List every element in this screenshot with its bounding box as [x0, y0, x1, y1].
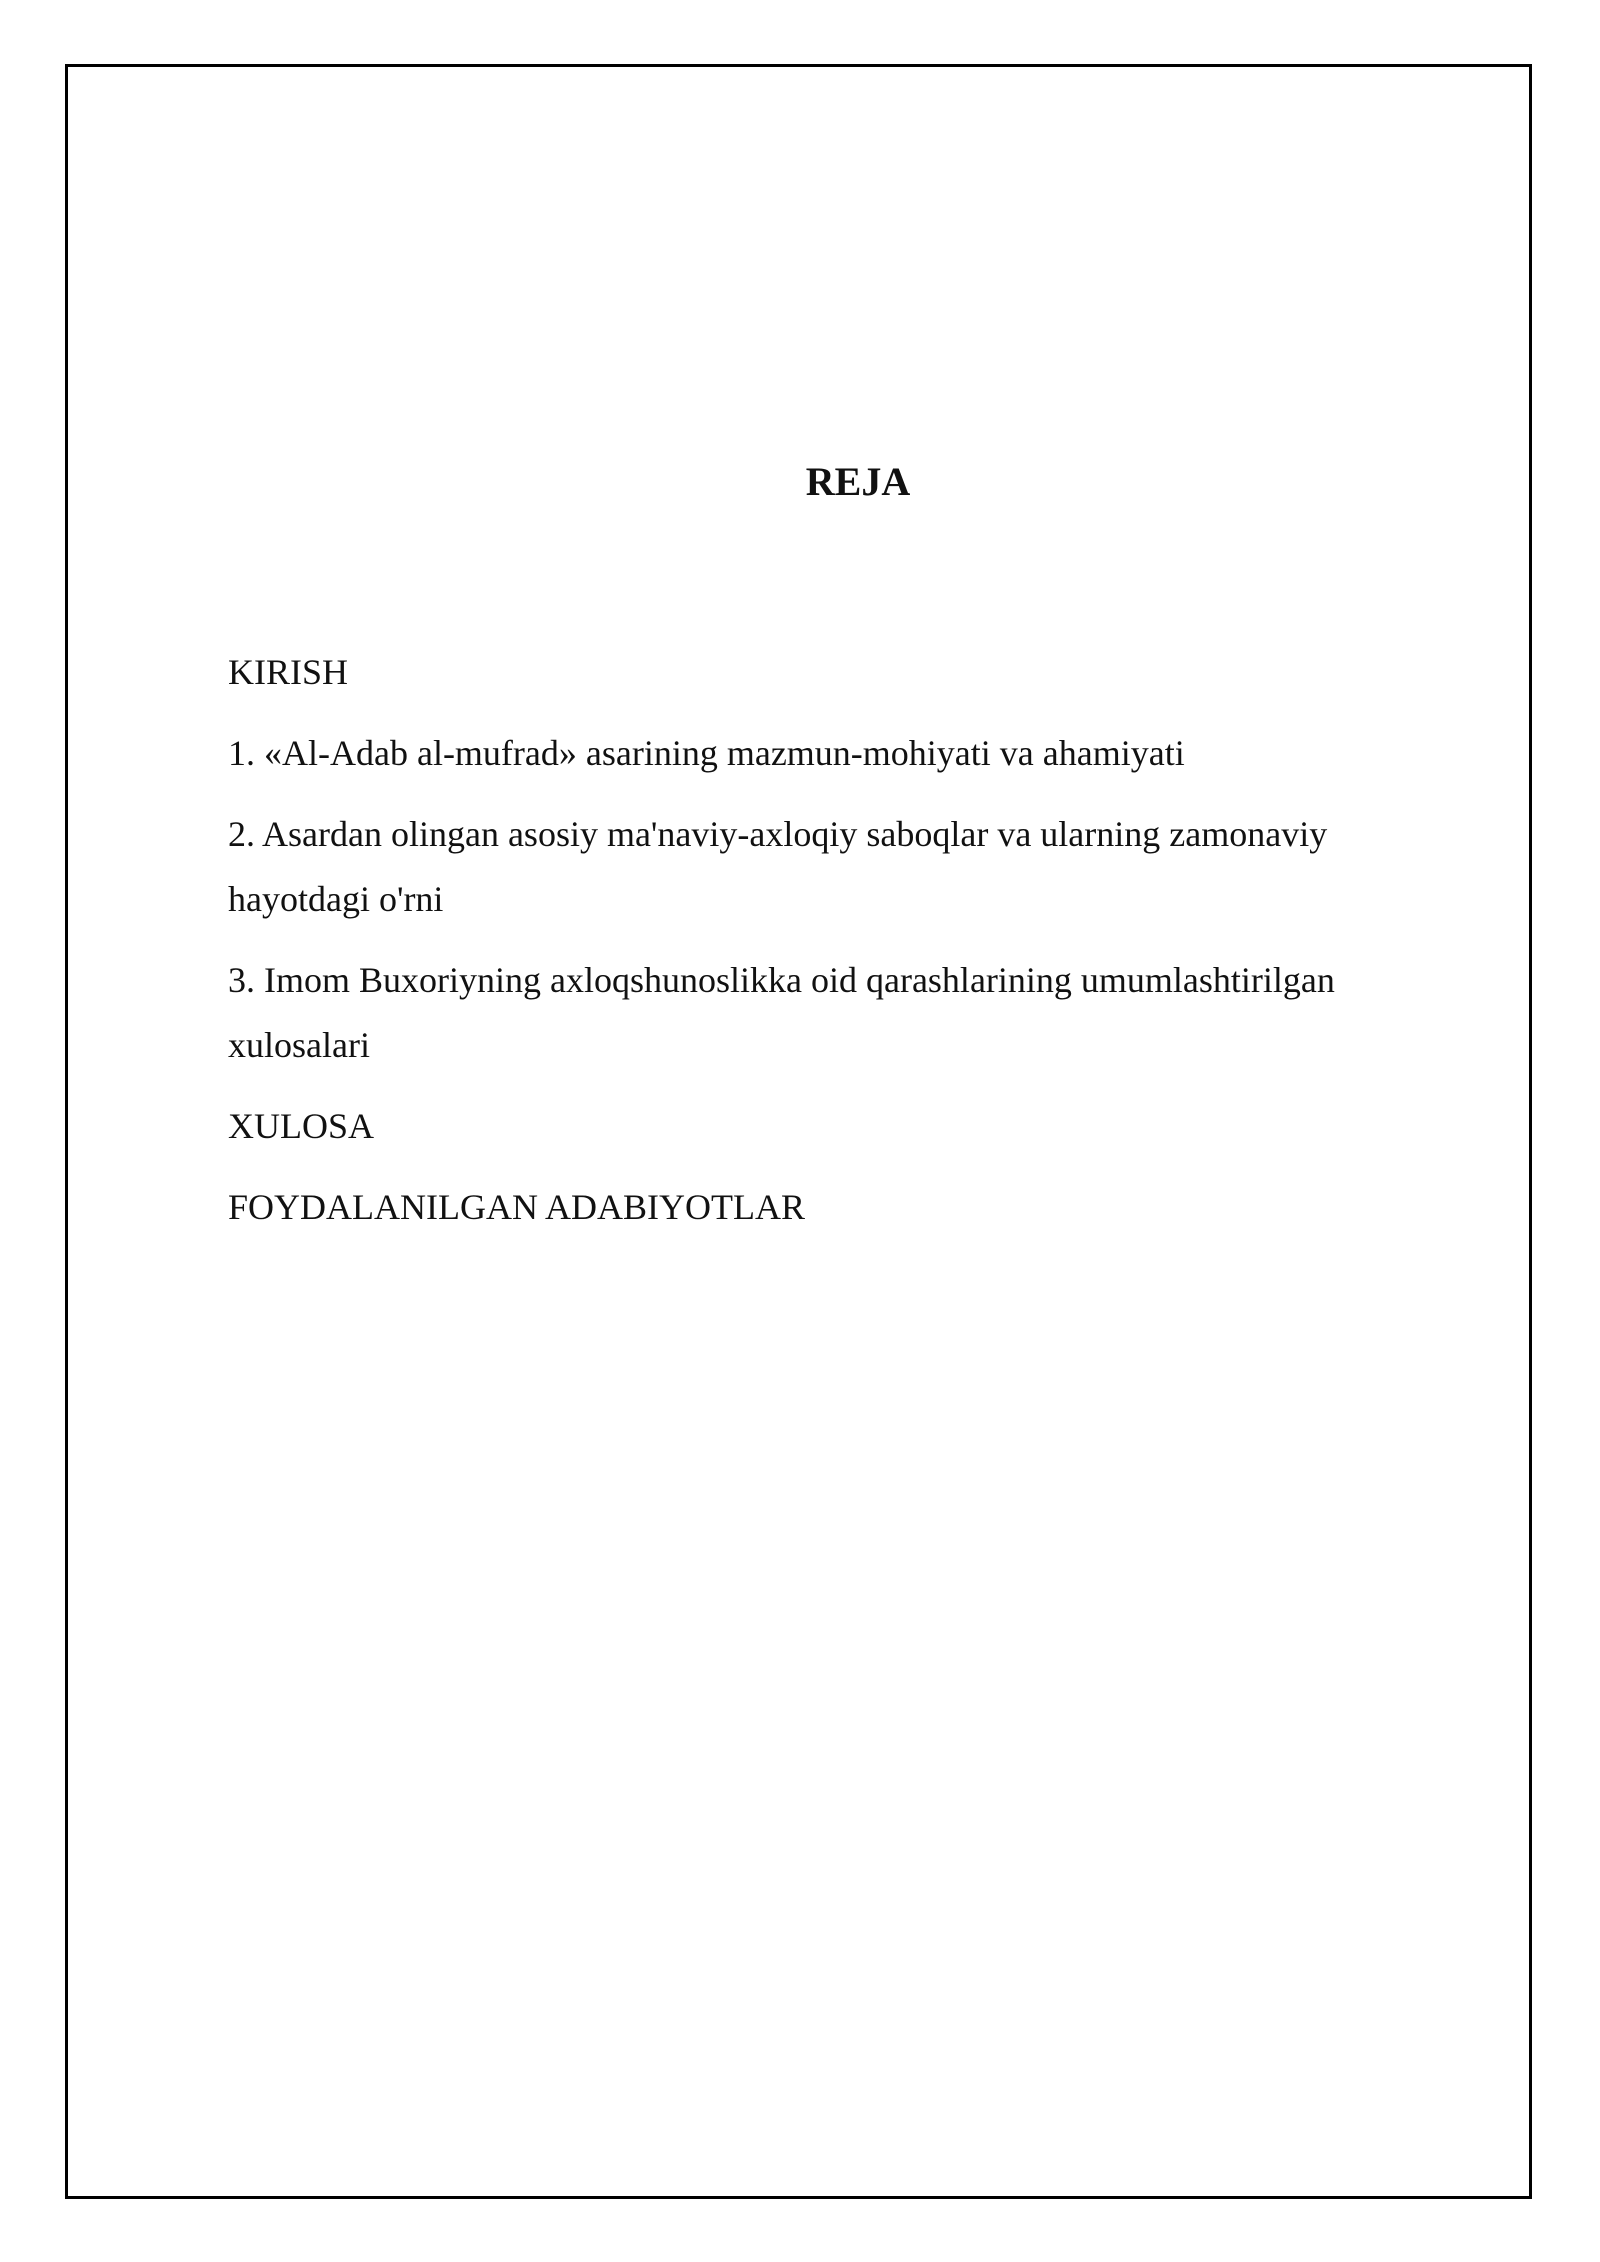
toc-item-references: FOYDALANILGAN ADABIYOTLAR — [228, 1187, 805, 1227]
toc-item-introduction: KIRISH — [228, 652, 349, 692]
toc-item-section-3: 3. Imom Buxoriyning axloqshunoslikka oid qarashlarining umumlashtirilgan xulosalari — [228, 960, 1335, 1065]
page-title: REJA — [805, 459, 911, 504]
toc-item-section-2: 2. Asardan olingan asosiy ma'naviy-axloqiy saboqlar va ularning zamonaviy hayotdagi o'rni — [228, 814, 1328, 919]
table-of-contents — [228, 640, 1408, 1256]
toc-item-section-1: 1. «Al-Adab al-mufrad» asarining mazmun-mohiyati va ahamiyati — [228, 733, 1185, 773]
toc-item-conclusion: XULOSA — [228, 1106, 375, 1146]
